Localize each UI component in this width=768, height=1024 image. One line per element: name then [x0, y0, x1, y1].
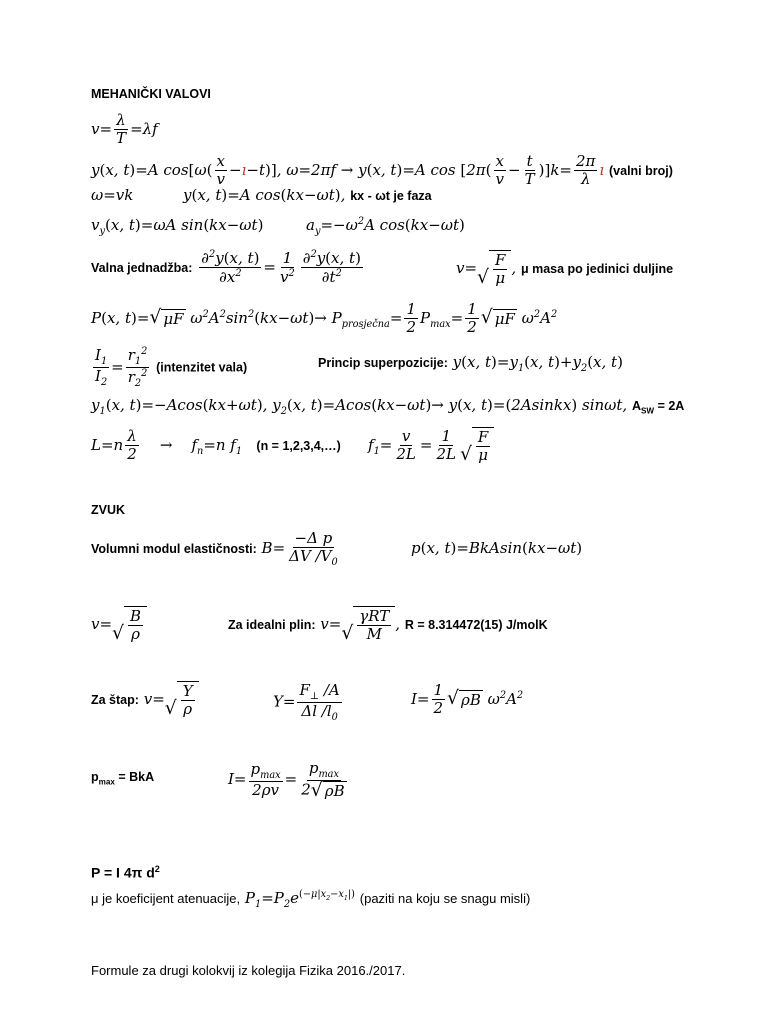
- label-bulk-modulus: Volumni modul elastičnosti:: [91, 542, 257, 557]
- section-title-waves: MEHANIČKI VALOVI: [91, 87, 211, 101]
- formula-sound-speed: v= √ $\frac{B}{\rho}$: [91, 606, 147, 644]
- label-mu: μ masa po jedinici duljine: [520, 261, 674, 276]
- label-phase: kx - ωt je faza: [350, 189, 432, 203]
- formula-pmax: [91, 771, 154, 787]
- formula-speed: v= $\frac{\lambda}{T}$ =λf: [91, 111, 158, 148]
- formula-bulk-modulus: Volumni modul elastičnosti: B= $\frac{\text{−Δ p}}{\Delta V /V_0}$: [91, 529, 338, 569]
- formula-young-modulus: Y= $\frac{F_\perp /A}{\Delta l /l_0}$: [273, 681, 340, 724]
- label-wave-number: (valni broj): [609, 163, 673, 178]
- formula-accel-y: $a_y=-\omega^2A$ cos(kx−ωt): [306, 216, 465, 237]
- formula-attenuation: μ je koeficijent atenuacije, $P_1=P_2e^{(-\mu|x_2-x_1|)}$ (paziti na koju se snagu misli): [91, 889, 531, 910]
- section-title-sound: ZVUK: [91, 503, 126, 517]
- formula-omega: ω=vk: [91, 186, 134, 204]
- formula-power: P(x, t)= √ μF $\omega^2A^2\sin^2(kx-\omega t)\to P_{prosječna}=$ $\frac{1}{2}$ $P_{max}=$ $\frac{1}{2}$ √ μF $\omega^2A^2$: [91, 300, 558, 337]
- formula-standing-wave: $y_1(x$, t)=−Acos(kx+ωt), $y_2(x$, t)=Acos(kx−ωt)→ y(x, t)=(2Asinkx) sinωt, $A_{SW} = 2A$: [91, 396, 685, 417]
- label-attenuation-note: (paziti na koju se snagu misli): [359, 891, 531, 906]
- label-asw-val: = 2A: [657, 399, 685, 413]
- label-pmax-val: = BkA: [118, 770, 155, 784]
- formula-rod-speed: Za štap: v= √ $\frac{Y}{\rho}$: [91, 681, 199, 719]
- formula-wave-equation: Valna jednadžba: $\frac{\partial^2y(x, t)}{\partial x^2}$ = $\frac{1}{v^2}$ $\frac{\partial^2y(x, t)}{\partial t^2}$: [91, 248, 361, 287]
- label-ideal-gas: Za idealni plin:: [228, 617, 316, 632]
- formula-velocity-y: $v_y(x$, t)=ωA sin(kx−ωt): [91, 216, 264, 237]
- label-n-values: (n = 1,2,3,4,…): [256, 438, 341, 453]
- formula-sound-intensity: I= $\frac{1}{2}$ √ ρB $\omega^2A^2$: [411, 681, 524, 718]
- label-superposition: Princip superpozicije:: [318, 356, 448, 370]
- formula-length-harmonics: L=n $\frac{\lambda}{2}$ → $f_n=n$ $f_1$ (n = 1,2,3,4,…): [91, 427, 341, 464]
- label-attenuation: μ je koeficijent atenuacije,: [91, 891, 241, 906]
- formula-wave-cos: y(x, t)=A cos(kx−ωt), kx - ωt je faza: [183, 186, 432, 204]
- label-wave-equation: Valna jednadžba:: [91, 260, 193, 275]
- label-pmax: p: [91, 770, 99, 784]
- label-asw: A: [631, 399, 642, 413]
- formula-ideal-gas: Za idealni plin: v= √ $\frac{\text{γRT}}{M}$ , R = 8.314472(15) J/molK: [228, 607, 548, 644]
- label-asw-sub: SW: [641, 406, 655, 416]
- formula-wavefunction: y(x, t)=A cos[ω( $\frac{x}{v}$ −ı−t)], ω=2πf → y(x, t)=A cos [2π( $\frac{x}{v}$ − $\frac{t}{T}$ )]k= $\frac{2\pi}{\lambda}$ ı (valni broj): [91, 152, 673, 189]
- label-intensity: (intenzitet vala): [156, 360, 248, 375]
- formula-superposition: Princip superpozicije: y(x, $t)=y_1(x$, $t)+y_2(x$, t): [318, 353, 623, 374]
- formula-power-area: [91, 864, 160, 881]
- label-pmax-sub: max: [98, 777, 115, 787]
- formula-intensity-ratio: $\frac{I_1}{I_2}$ = $\frac{r_1^2}{r_2^2}$ (intenzitet vala): [95, 346, 248, 390]
- footer-note: Formule za drugi kolokvij iz kolegija Fizika 2016./2017.: [91, 963, 406, 978]
- formula-pressure-wave: p(x, t)=BkAsin(kx−ωt): [411, 539, 583, 557]
- formula-fundamental: $f_1=$ $\frac{v}{2L}$ = $\frac{1}{2L}$ √ $\frac{F}{\mu}$: [368, 427, 494, 465]
- formula-string-speed: v= √ $\frac{F}{\mu}$ , μ masa po jedinici duljine: [456, 251, 674, 288]
- label-rod: Za štap:: [91, 692, 139, 707]
- label-power-sup: 2: [154, 864, 160, 874]
- label-power-area: P = I 4π d: [91, 864, 155, 881]
- formula-intensity-pmax: I= $\frac{p_{max}}{2\rho v}$ = $p_{max}$ 2 √ ρB: [228, 759, 345, 801]
- label-gas-constant: R = 8.314472(15) J/molK: [404, 617, 548, 632]
